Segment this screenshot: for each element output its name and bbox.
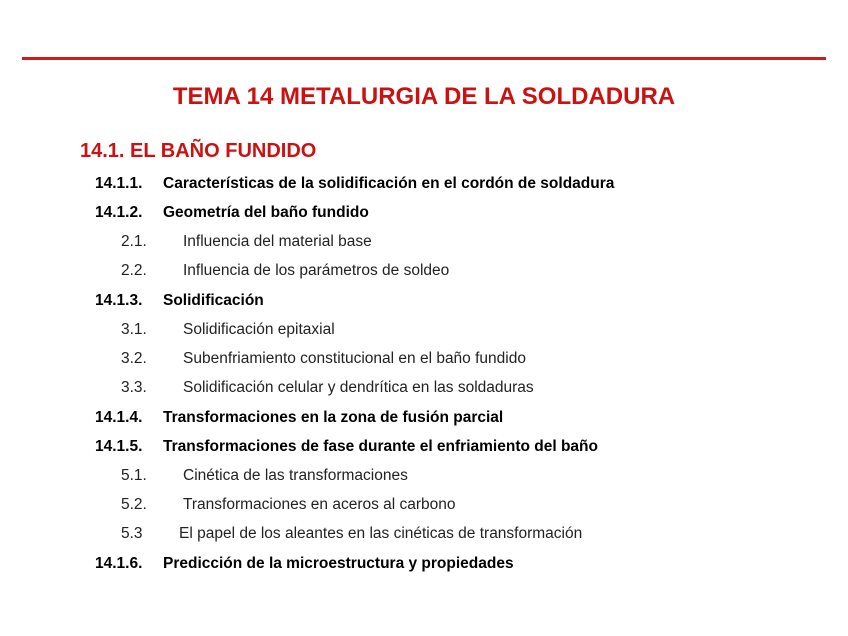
toc-subitem	[121, 495, 456, 515]
toc-subitem	[121, 378, 534, 398]
toc-item	[95, 437, 598, 457]
toc-item-label: Transformaciones en aceros al carbono	[183, 496, 456, 513]
toc-item	[95, 554, 514, 574]
toc-subitem	[121, 320, 335, 340]
toc-item-number: 14.1.1.	[95, 175, 143, 192]
toc-item-number: 3.1.	[121, 321, 147, 338]
toc-subitem	[121, 466, 408, 486]
toc-item-number: 14.1.3.	[95, 292, 143, 309]
toc-item-number: 3.3.	[121, 379, 147, 396]
toc-subitem	[121, 524, 582, 544]
toc-item-number: 2.1.	[121, 233, 147, 250]
toc-subitem	[121, 349, 526, 369]
toc-item-label: Solidificación	[163, 292, 264, 309]
toc-item-number: 5.1.	[121, 467, 147, 484]
toc-item-number: 5.2.	[121, 496, 147, 513]
toc-item-number: 14.1.2.	[95, 204, 143, 221]
toc-item-label: El papel de los aleantes en las cinéticas de transformación	[179, 525, 583, 542]
toc-item-label: Transformaciones en la zona de fusión parcial	[163, 409, 504, 426]
toc-item-label: Transformaciones de fase durante el enfriamiento del baño	[163, 438, 598, 455]
toc-item-label: Características de la solidificación en el cordón de soldadura	[163, 175, 615, 192]
toc-item-number: 3.2.	[121, 350, 147, 367]
toc-item-number: 2.2.	[121, 262, 147, 279]
toc-item-label: Solidificación celular y dendrítica en las soldaduras	[183, 379, 534, 396]
toc-item	[95, 408, 503, 428]
toc-item	[95, 291, 264, 311]
toc-item-label: Solidificación epitaxial	[183, 321, 335, 338]
toc-item-label: Influencia del material base	[183, 233, 372, 250]
toc-item-label: Subenfriamiento constitucional en el baño fundido	[183, 350, 526, 367]
toc-item-number: 14.1.6.	[95, 555, 143, 572]
toc-item-number: 5.3	[121, 525, 143, 542]
toc-item-label: Influencia de los parámetros de soldeo	[183, 262, 450, 279]
toc-item	[95, 203, 369, 223]
toc-item-number: 14.1.5.	[95, 438, 143, 455]
toc-subitem	[121, 232, 372, 252]
toc-item-label: Geometría del baño fundido	[163, 204, 369, 221]
toc-item-label: Predicción de la microestructura y propiedades	[163, 555, 514, 572]
toc-subitem	[121, 261, 449, 281]
toc-item-label: Cinética de las transformaciones	[183, 467, 408, 484]
toc-item	[95, 174, 614, 194]
slide-title: TEMA 14 METALURGIA DE LA SOLDADURA	[172, 83, 676, 110]
section-title: 14.1. EL BAÑO FUNDIDO	[80, 140, 317, 162]
toc-item-number: 14.1.4.	[95, 409, 143, 426]
